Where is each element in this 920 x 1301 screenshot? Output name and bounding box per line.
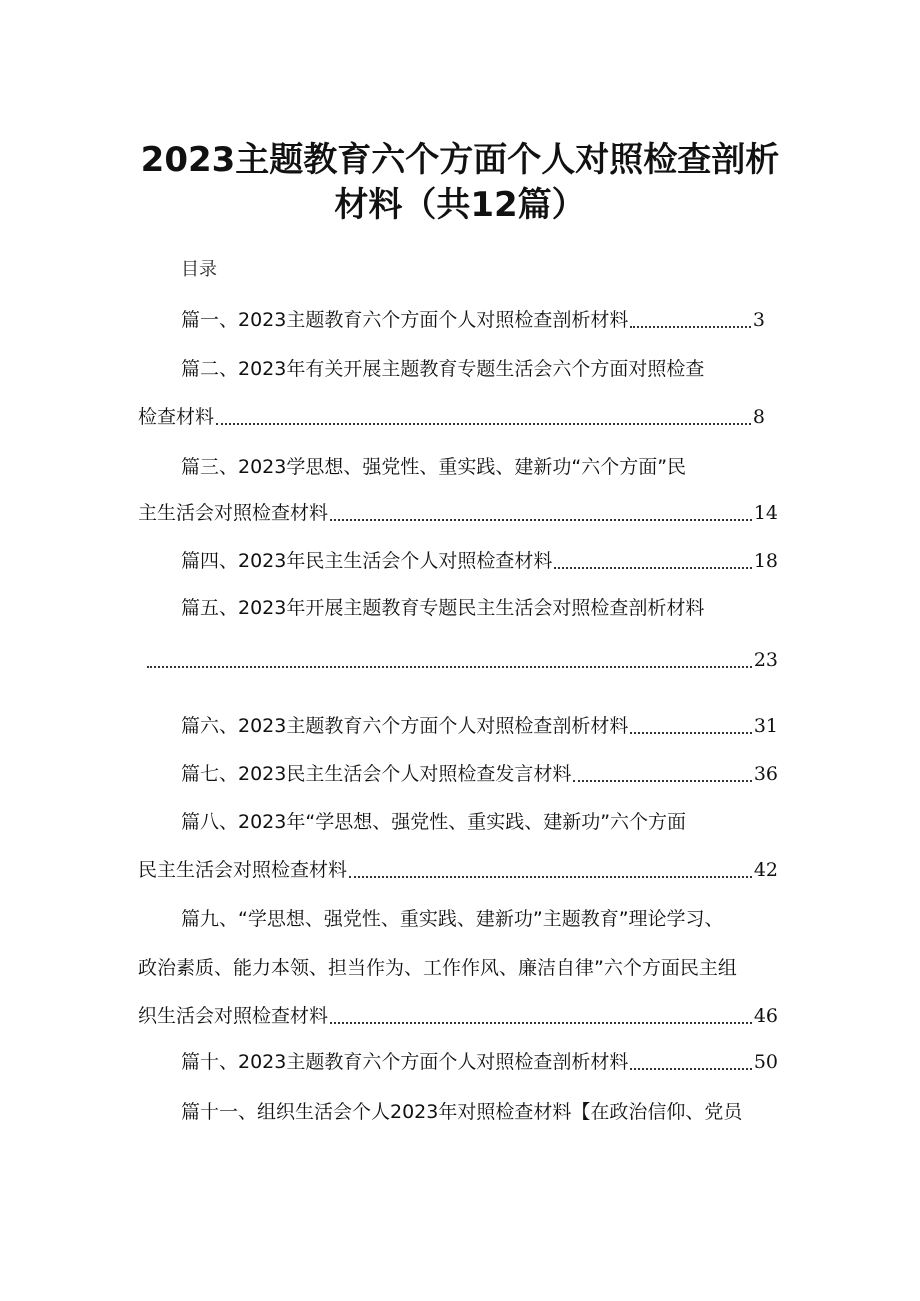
toc-page-number: 3 bbox=[752, 309, 765, 331]
toc-entry-2[interactable] bbox=[138, 405, 765, 429]
toc-page-number: 14 bbox=[753, 502, 778, 524]
toc-entry-8-line1[interactable]: 篇八、2023年“学思想、强党性、重实践、建新功”六个方面 bbox=[181, 811, 687, 833]
toc-page-number: 23 bbox=[753, 649, 778, 671]
toc-entry-5-line1[interactable]: 篇五、2023年开展主题教育专题民主生活会对照检查剖析材料 bbox=[181, 597, 705, 619]
toc-entry-text: 检查材料 bbox=[138, 406, 215, 428]
toc-entry-4[interactable] bbox=[181, 549, 778, 573]
document-title-line1: 2023主题教育六个方面个人对照检查剖析 bbox=[140, 140, 780, 180]
toc-leader-dots bbox=[147, 666, 752, 668]
toc-page-number: 31 bbox=[753, 715, 778, 737]
toc-entry-6[interactable] bbox=[181, 714, 778, 738]
toc-page-number: 46 bbox=[753, 1005, 778, 1027]
toc-leader-dots bbox=[330, 1022, 752, 1024]
toc-entry-3[interactable] bbox=[138, 501, 778, 525]
toc-page-number: 50 bbox=[753, 1051, 778, 1073]
toc-leader-dots bbox=[330, 519, 752, 521]
toc-entry-text: 篇四、2023年民主生活会个人对照检查材料 bbox=[181, 550, 553, 572]
toc-page-number: 8 bbox=[752, 406, 765, 428]
toc-page-number: 18 bbox=[753, 550, 778, 572]
toc-page-number: 42 bbox=[753, 859, 778, 881]
toc-leader-dots bbox=[349, 876, 752, 878]
toc-leader-dots bbox=[216, 423, 751, 425]
toc-leader-dots bbox=[554, 567, 751, 569]
toc-entry-text: 篇六、2023主题教育六个方面个人对照检查剖析材料 bbox=[181, 715, 629, 737]
document-title-line2: 材料（共12篇） bbox=[334, 185, 586, 225]
toc-leader-dots bbox=[630, 326, 751, 328]
toc-entry-11-line1[interactable]: 篇十一、组织生活会个人2023年对照检查材料【在政治信仰、党员 bbox=[181, 1101, 743, 1123]
toc-entry-2-line1[interactable]: 篇二、2023年有关开展主题教育专题生活会六个方面对照检查 bbox=[181, 358, 705, 380]
toc-entry-10[interactable] bbox=[181, 1050, 778, 1074]
toc-entry-text: 主生活会对照检查材料 bbox=[138, 502, 329, 524]
toc-leader-dots bbox=[630, 732, 751, 734]
toc-entry-3-line1[interactable]: 篇三、2023学思想、强党性、重实践、建新功“六个方面”民 bbox=[181, 456, 687, 478]
toc-entry-9-line1[interactable]: 篇九、“学思想、强党性、重实践、建新功”主题教育”理论学习、 bbox=[181, 908, 724, 930]
toc-entry-text: 篇一、2023主题教育六个方面个人对照检查剖析材料 bbox=[181, 309, 629, 331]
toc-entry-text: 织生活会对照检查材料 bbox=[138, 1005, 329, 1027]
toc-page-number: 36 bbox=[753, 763, 778, 785]
toc-entry-7[interactable] bbox=[181, 762, 778, 786]
toc-entry-5[interactable] bbox=[145, 648, 778, 672]
toc-heading: 目录 bbox=[181, 259, 217, 280]
toc-entry-text: 民主生活会对照检查材料 bbox=[138, 859, 348, 881]
toc-entry-8[interactable] bbox=[138, 858, 778, 882]
toc-leader-dots bbox=[630, 1068, 751, 1070]
toc-entry-9-line2[interactable]: 政治素质、能力本领、担当作为、工作作风、廉洁自律”六个方面民主组 bbox=[138, 957, 737, 979]
toc-entry-text: 篇七、2023民主生活会个人对照检查发言材料 bbox=[181, 763, 572, 785]
toc-leader-dots bbox=[573, 780, 751, 782]
toc-entry-9[interactable] bbox=[138, 1004, 778, 1028]
toc-entry-1[interactable] bbox=[181, 308, 765, 332]
toc-entry-text: 篇十、2023主题教育六个方面个人对照检查剖析材料 bbox=[181, 1051, 629, 1073]
